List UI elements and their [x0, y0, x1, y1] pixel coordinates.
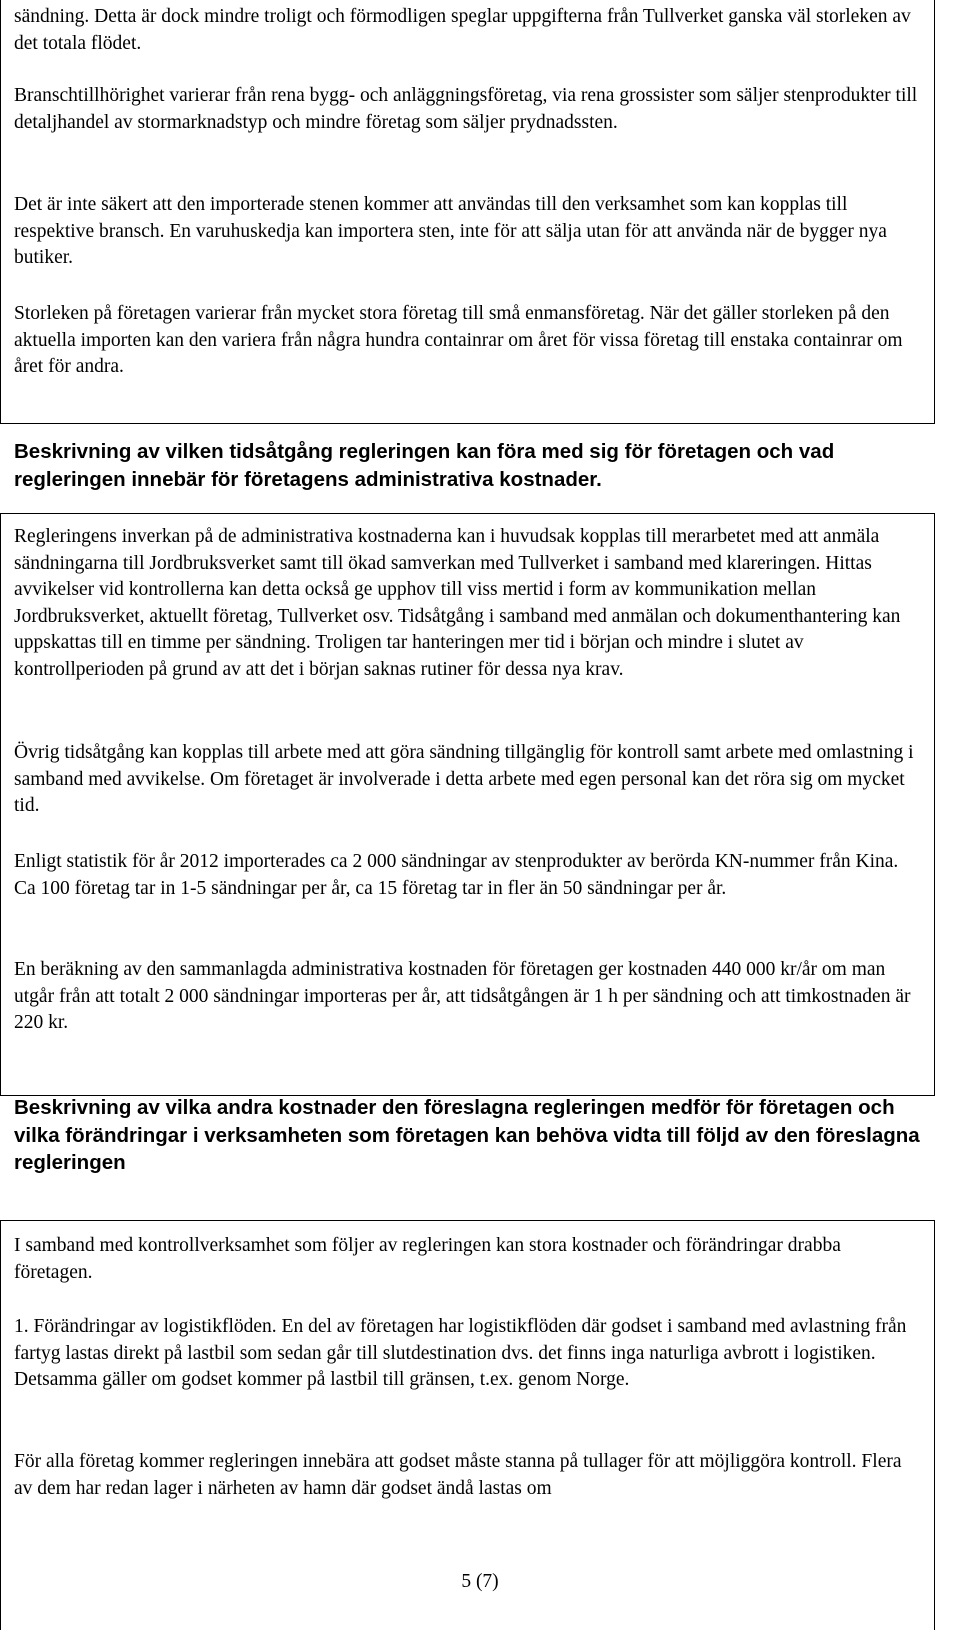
paragraph: sändning. Detta är dock mindre troligt och förmodligen speglar uppgifterna från Tullverket ganska väl storleken av det totala flödet.: [14, 6, 911, 54]
paragraph: Branschtillhörighet varierar från rena bygg- och anläggningsföretag, via rena grossister som säljer stenprodukter till detaljhandel av stormarknadstyp och mindre företag som säljer prydnadssten.: [14, 85, 918, 133]
paragraph: 1. Förändringar av logistikflöden. En del av företagen har logistikflöden där godset i samband med avlastning från fartyg lastas direkt på lastbil som sedan går till slutdestination dvs. det finns inga naturliga avbrott i logistiken. Detsamma gäller om godset kommer på lastbil till gränsen, t.ex. genom Norge.: [14, 1316, 907, 1391]
paragraph: Enligt statistik för år 2012 importerades ca 2 000 sändningar av stenprodukter av berörda KN-nummer från Kina. Ca 100 företag tar in 1-5 sändningar per år, ca 15 företag tar in fler än 50 sändningar per år.: [14, 851, 899, 899]
section-heading: Beskrivning av vilka andra kostnader den föreslagna regleringen medför för företagen och vilka förändringar i verksamheten som företagen kan behöva vidta till följd av den föreslagna regleringen: [14, 1096, 920, 1174]
paragraph: Övrig tidsåtgång kan kopplas till arbete med att göra sändning tillgänglig för kontroll samt arbete med omlastning i samband med avvikelse. Om företaget är involverade i detta arbete med egen personal kan det röra sig om mycket tid.: [14, 742, 914, 817]
paragraph: Regleringens inverkan på de administrativa kostnaderna kan i huvudsak kopplas till merarbetet med att anmäla sändningarna till Jordbruksverket samt till ökad samverkan med Tullverket i samband med klareringen. Hittas avvikelser vid kontrollerna kan detta också ge upphov till viss mertid i form av kommunikation mellan Jordbruksverket, aktuellt företag, Tullverket osv. Tidsåtgång i samband med anmälan och dokumenthantering kan uppskattas till en timme per sändning. Troligen tar hanteringen mer tid i början och mindre i slutet av kontrollperioden på grund av att det i början saknas rutiner för dessa nya krav.: [14, 526, 901, 680]
paragraph: I samband med kontrollverksamhet som följer av regleringen kan stora kostnader och förändringar drabba företagen.: [14, 1235, 841, 1283]
paragraph: En beräkning av den sammanlagda administrativa kostnaden för företagen ger kostnaden 440 000 kr/år om man utgår från att totalt 2 000 sändningar importeras per år, att tidsåtgången är 1 h per sändning och att timkostnaden är 220 kr.: [14, 959, 911, 1034]
paragraph: Storleken på företagen varierar från mycket stora företag till små enmansföretag. När det gäller storleken på den aktuella importen kan den variera från några hundra containrar om året för vissa företag till enstaka containrar om året för andra.: [14, 303, 903, 378]
page-number: 5 (7): [461, 1571, 499, 1592]
paragraph: För alla företag kommer regleringen innebära att godset måste stanna på tullager för att möjliggöra kontroll. Flera av dem har redan lager i närheten av hamn där godset ändå lastas om: [14, 1451, 902, 1499]
section-heading: Beskrivning av vilken tidsåtgång regleringen kan föra med sig för företagen och vad regleringen innebär för företagens administrativa kostnader.: [14, 440, 835, 491]
paragraph: Det är inte säkert att den importerade stenen kommer att användas till den verksamhet som kan kopplas till respektive bransch. En varuhuskedja kan importera sten, inte för att sälja utan för att använda när de bygger nya butiker.: [14, 194, 887, 269]
